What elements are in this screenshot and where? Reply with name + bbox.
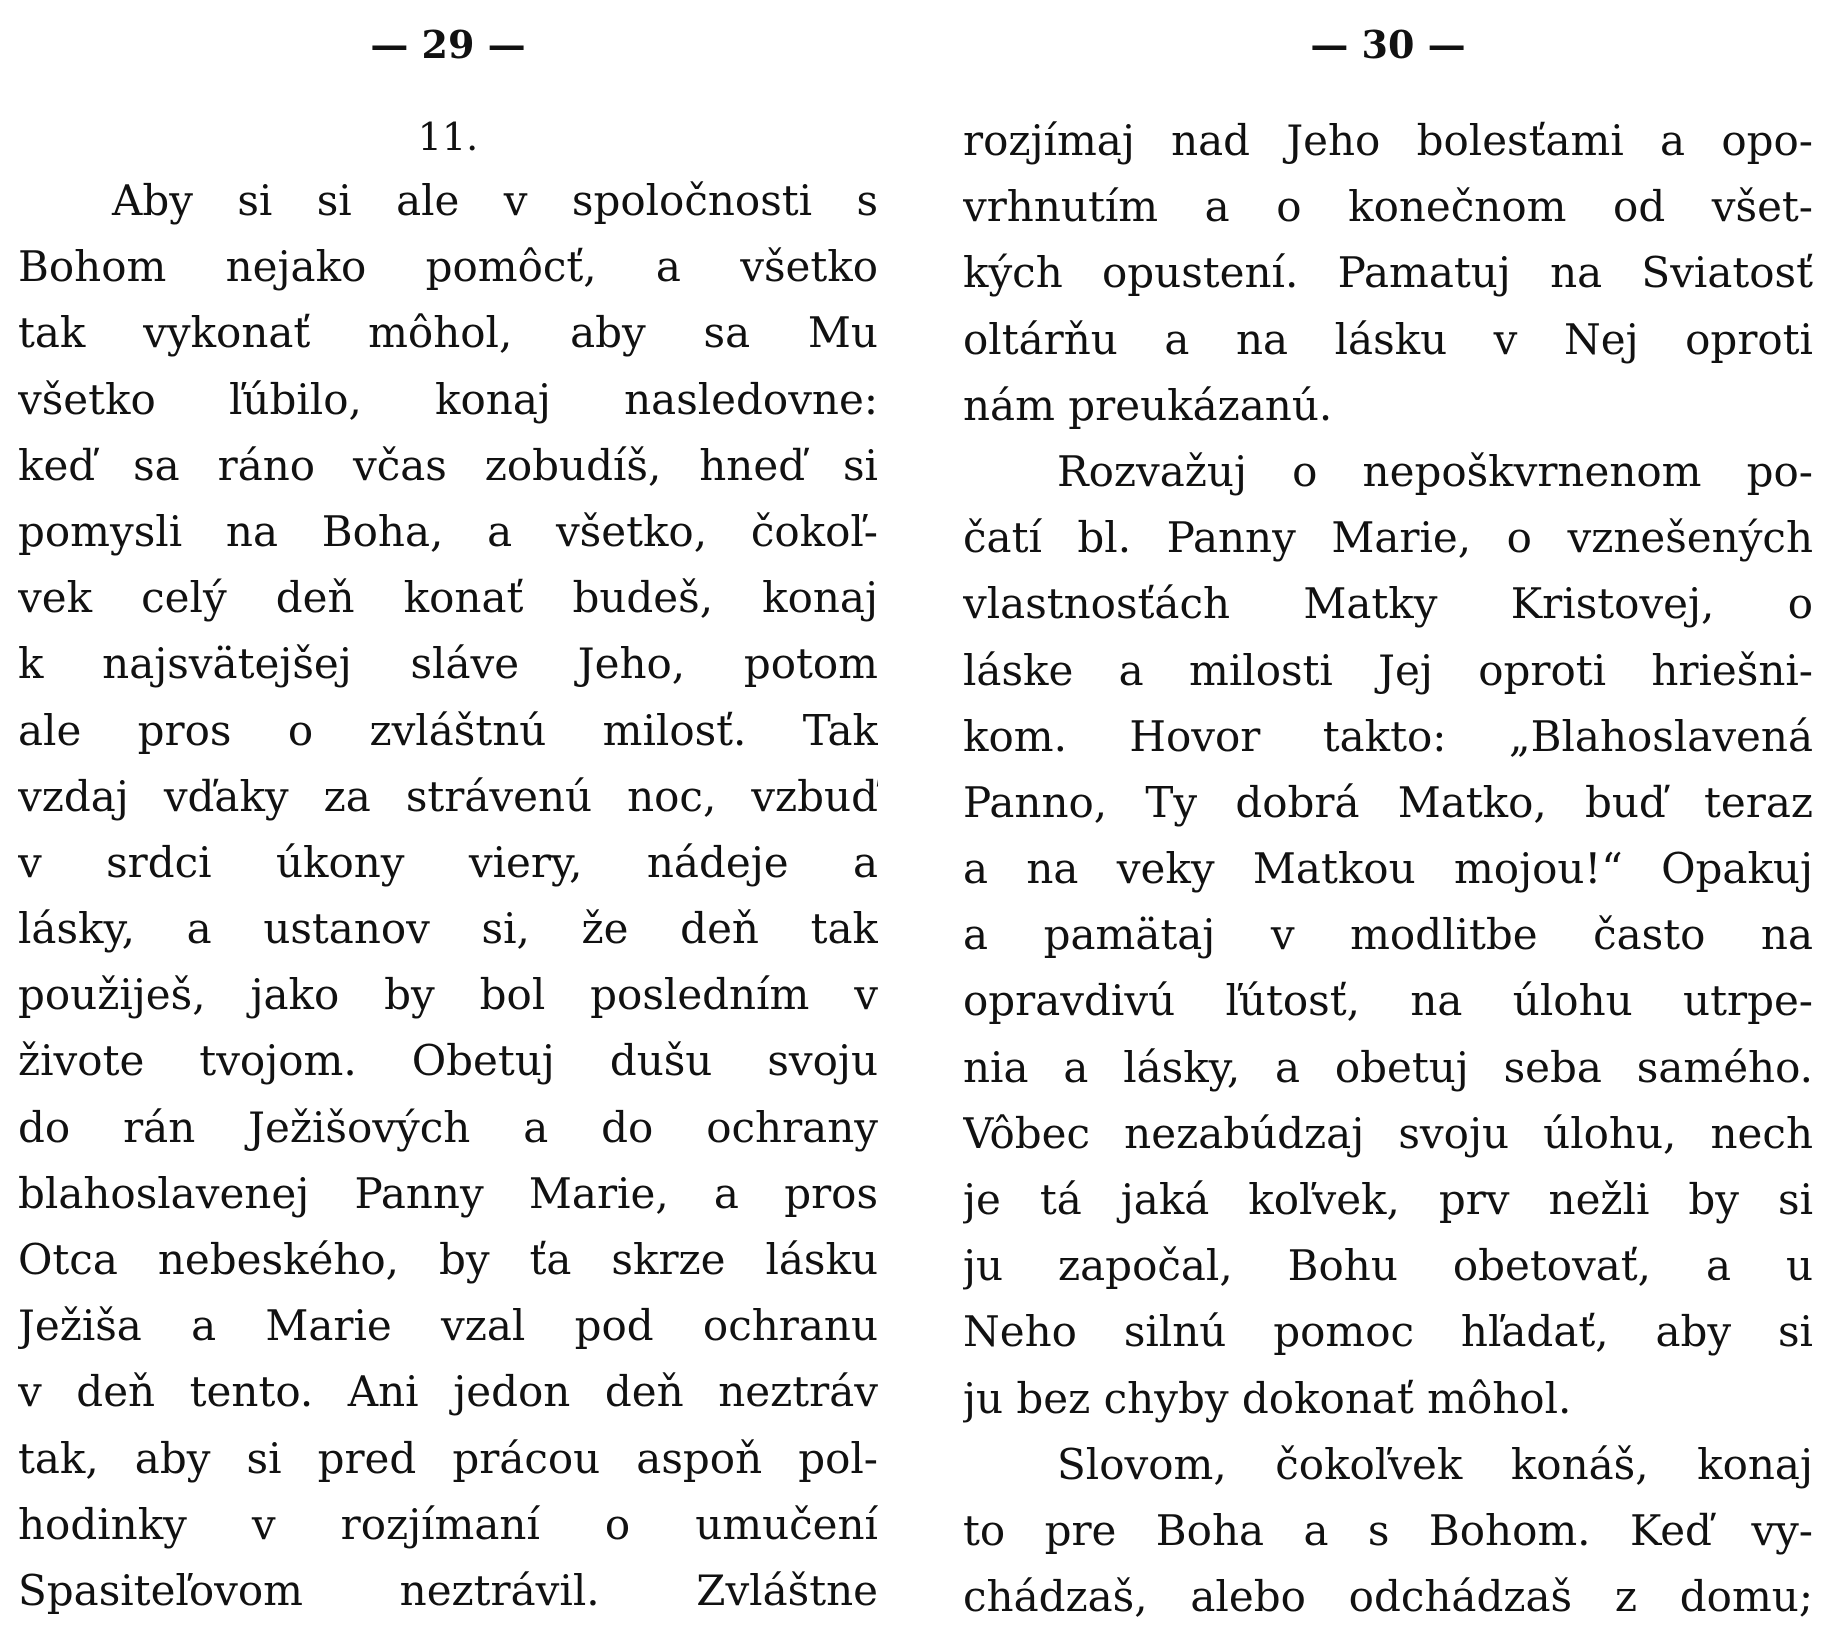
text-line: a pamätaj v modlitbe často na [963,910,1813,960]
text-line: nám preukázanú. [963,380,1333,430]
text-line: ale pros o zvláštnú milosť. Tak [18,705,878,755]
text-line: tak vykonať môhol, aby sa Mu [18,308,878,358]
text-line: všetko ľúbilo, konaj nasledovne: [18,374,878,424]
text-line: opravdivú ľútosť, na úlohu utrpe- [963,976,1813,1026]
text-line: vlastnosťách Matky Kristovej, o [963,579,1813,629]
text-line: láske a milosti Jej oproti hriešni- [963,645,1813,695]
left-page-text [18,168,878,1624]
text-line: hodinky v rozjímaní o umučení [18,1499,878,1549]
text-line: Aby si si ale v spoločnosti s [112,176,878,225]
text-line: v deň tento. Ani jedon deň neztráv [18,1367,878,1417]
text-line: živote tvojom. Obetuj dušu svoju [18,1036,878,1086]
page-number-right: — 30 — [1310,22,1466,67]
text-line: je tá jaká koľvek, prv nežli by si [963,1175,1813,1224]
text-line: vrhnutím a o konečnom od všet- [963,182,1813,232]
text-line: Neho silnú pomoc hľadať, aby si [963,1307,1813,1357]
text-line: Bohom nejako pomôcť, a všetko [18,242,878,292]
text-line: kých opustení. Pamatuj na Sviatosť [963,248,1813,298]
text-line: vzdaj vďaky za strávenú noc, vzbuď [18,771,878,821]
text-line: keď sa ráno včas zobudíš, hneď si [18,440,878,490]
page-number-left: — 29 — [370,22,526,67]
text-line: Ježiša a Marie vzal pod ochranu [18,1301,878,1351]
text-line: rozjímaj nad Jeho bolesťami a opo- [963,116,1813,165]
text-line: to pre Boha a s Bohom. Keď vy- [963,1505,1813,1555]
text-line: k najsvätejšej sláve Jeho, potom [18,639,878,689]
text-line: Spasiteľovom neztrávil. Zvláštne [18,1565,878,1615]
text-line: do rán Ježišových a do ochrany [18,1102,878,1152]
section-number: 11. [417,115,479,159]
text-line: kom. Hovor takto: „Blahoslavená [963,711,1813,761]
text-line: použiješ, jako by bol posledním v [18,970,878,1020]
text-line: ju započal, Bohu obetovať, a u [963,1241,1813,1291]
text-line: nia a lásky, a obetuj seba samého. [963,1042,1813,1092]
text-line: pomysli na Boha, a všetko, čokoľ- [18,506,878,556]
text-line: v srdci úkony viery, nádeje a [18,837,878,887]
text-line: chádzaš, alebo odchádzaš z domu; [963,1572,1813,1622]
text-line: oltárňu a na lásku v Nej oproti [963,314,1813,364]
text-line: Rozvažuj o nepoškvrnenom po- [1057,446,1813,496]
right-page-text [963,108,1813,1630]
text-line: blahoslavenej Panny Marie, a pros [18,1168,878,1218]
text-line: vek celý deň konať budeš, konaj [18,573,878,623]
text-line: lásky, a ustanov si, že deň tak [18,904,878,954]
text-line: ju bez chyby dokonať môhol. [963,1373,1572,1423]
text-line: Slovom, čokoľvek konáš, konaj [1057,1439,1813,1489]
text-line: a na veky Matkou mojou!“ Opakuj [963,844,1813,894]
text-line: Vôbec nezabúdzaj svoju úlohu, nech [963,1108,1813,1158]
text-line: tak, aby si pred prácou aspoň pol- [18,1433,878,1483]
text-line: Panno, Ty dobrá Matko, buď teraz [963,777,1813,827]
text-line: Otca nebeského, by ťa skrze lásku [18,1235,878,1284]
text-line: čatí bl. Panny Marie, o vznešených [963,513,1813,563]
